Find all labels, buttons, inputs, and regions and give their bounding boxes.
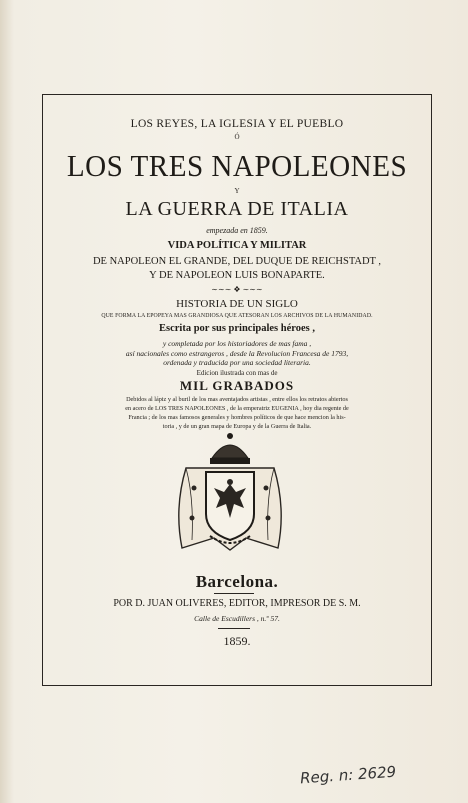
compl-line-2: así nacionales como estrangeros , desde la Revolucion Francesa de 1793, [125, 349, 349, 358]
divider-rule [214, 593, 254, 594]
vida-line-2: DE NAPOLEON EL GRANDE, DEL DUQUE DE REICHSTADT , [92, 256, 382, 267]
main-title: LOS TRES NAPOLEONES [66, 148, 408, 183]
subtitle: LA GUERRA DE ITALIA [125, 198, 349, 220]
vida-line-1: VIDA POLÍTICA Y MILITAR [167, 240, 307, 251]
subtitle-note: empezada en 1859. [206, 226, 268, 235]
compl-line-1: y completada por los historiadores de mas fama , [162, 339, 312, 348]
vida-line-3: Y DE NAPOLEON LUIS BONAPARTE. [149, 270, 325, 281]
year: 1859. [223, 634, 251, 648]
debidos-line-3: Francia ; de los mas famosos generales y hombres políticos de que hace mencion la his- [128, 414, 346, 421]
debidos-line-2: en acero de LOS TRES NAPOLEONES , de la emperatriz EUGENIA , hoy dia regente de [125, 405, 349, 412]
city: Barcelona. [195, 572, 279, 591]
compl-line-3: ordenada y traducida por una sociedad literaria. [163, 358, 311, 367]
debidos-line-1: Debidos al lápiz y al buril de los mas aventajados artistas , entre ellos los retratos abiertos [126, 396, 348, 403]
ornament-divider: ∼∼∼ ❖ ∼∼∼ [211, 285, 263, 294]
escrita-line: Escrita por sus principales héroes , [159, 323, 315, 334]
edicion-line: Edicion ilustrada con mas de [196, 369, 278, 377]
debidos-line-4: toria , y de un gran mapa de Europa y de la Guerra de Italia. [162, 423, 312, 430]
address-line: Calle de Escudillers , n.º 57. [194, 614, 280, 623]
imperial-eagle-crest-icon [164, 428, 296, 560]
pre-title: LOS REYES, LA IGLESIA Y EL PUEBLO [130, 118, 344, 130]
historia-heading: HISTORIA DE UN SIGLO [176, 298, 298, 310]
handwritten-register-note: Reg. n: 2629 [299, 762, 397, 788]
historia-subheading: QUE FORMA LA EPOPEYA MAS GRANDIOSA QUE ATESORAN LOS ARCHIVOS DE LA HUMANIDAD. [101, 313, 373, 319]
grabados-heading: MIL GRABADOS [179, 378, 295, 393]
divider-rule-2 [218, 628, 250, 629]
conjunction-o: Ó [234, 133, 240, 141]
publisher-line: POR D. JUAN OLIVERES, EDITOR, IMPRESOR DE S. M. [113, 598, 361, 609]
conjunction-y: Y [234, 187, 240, 195]
